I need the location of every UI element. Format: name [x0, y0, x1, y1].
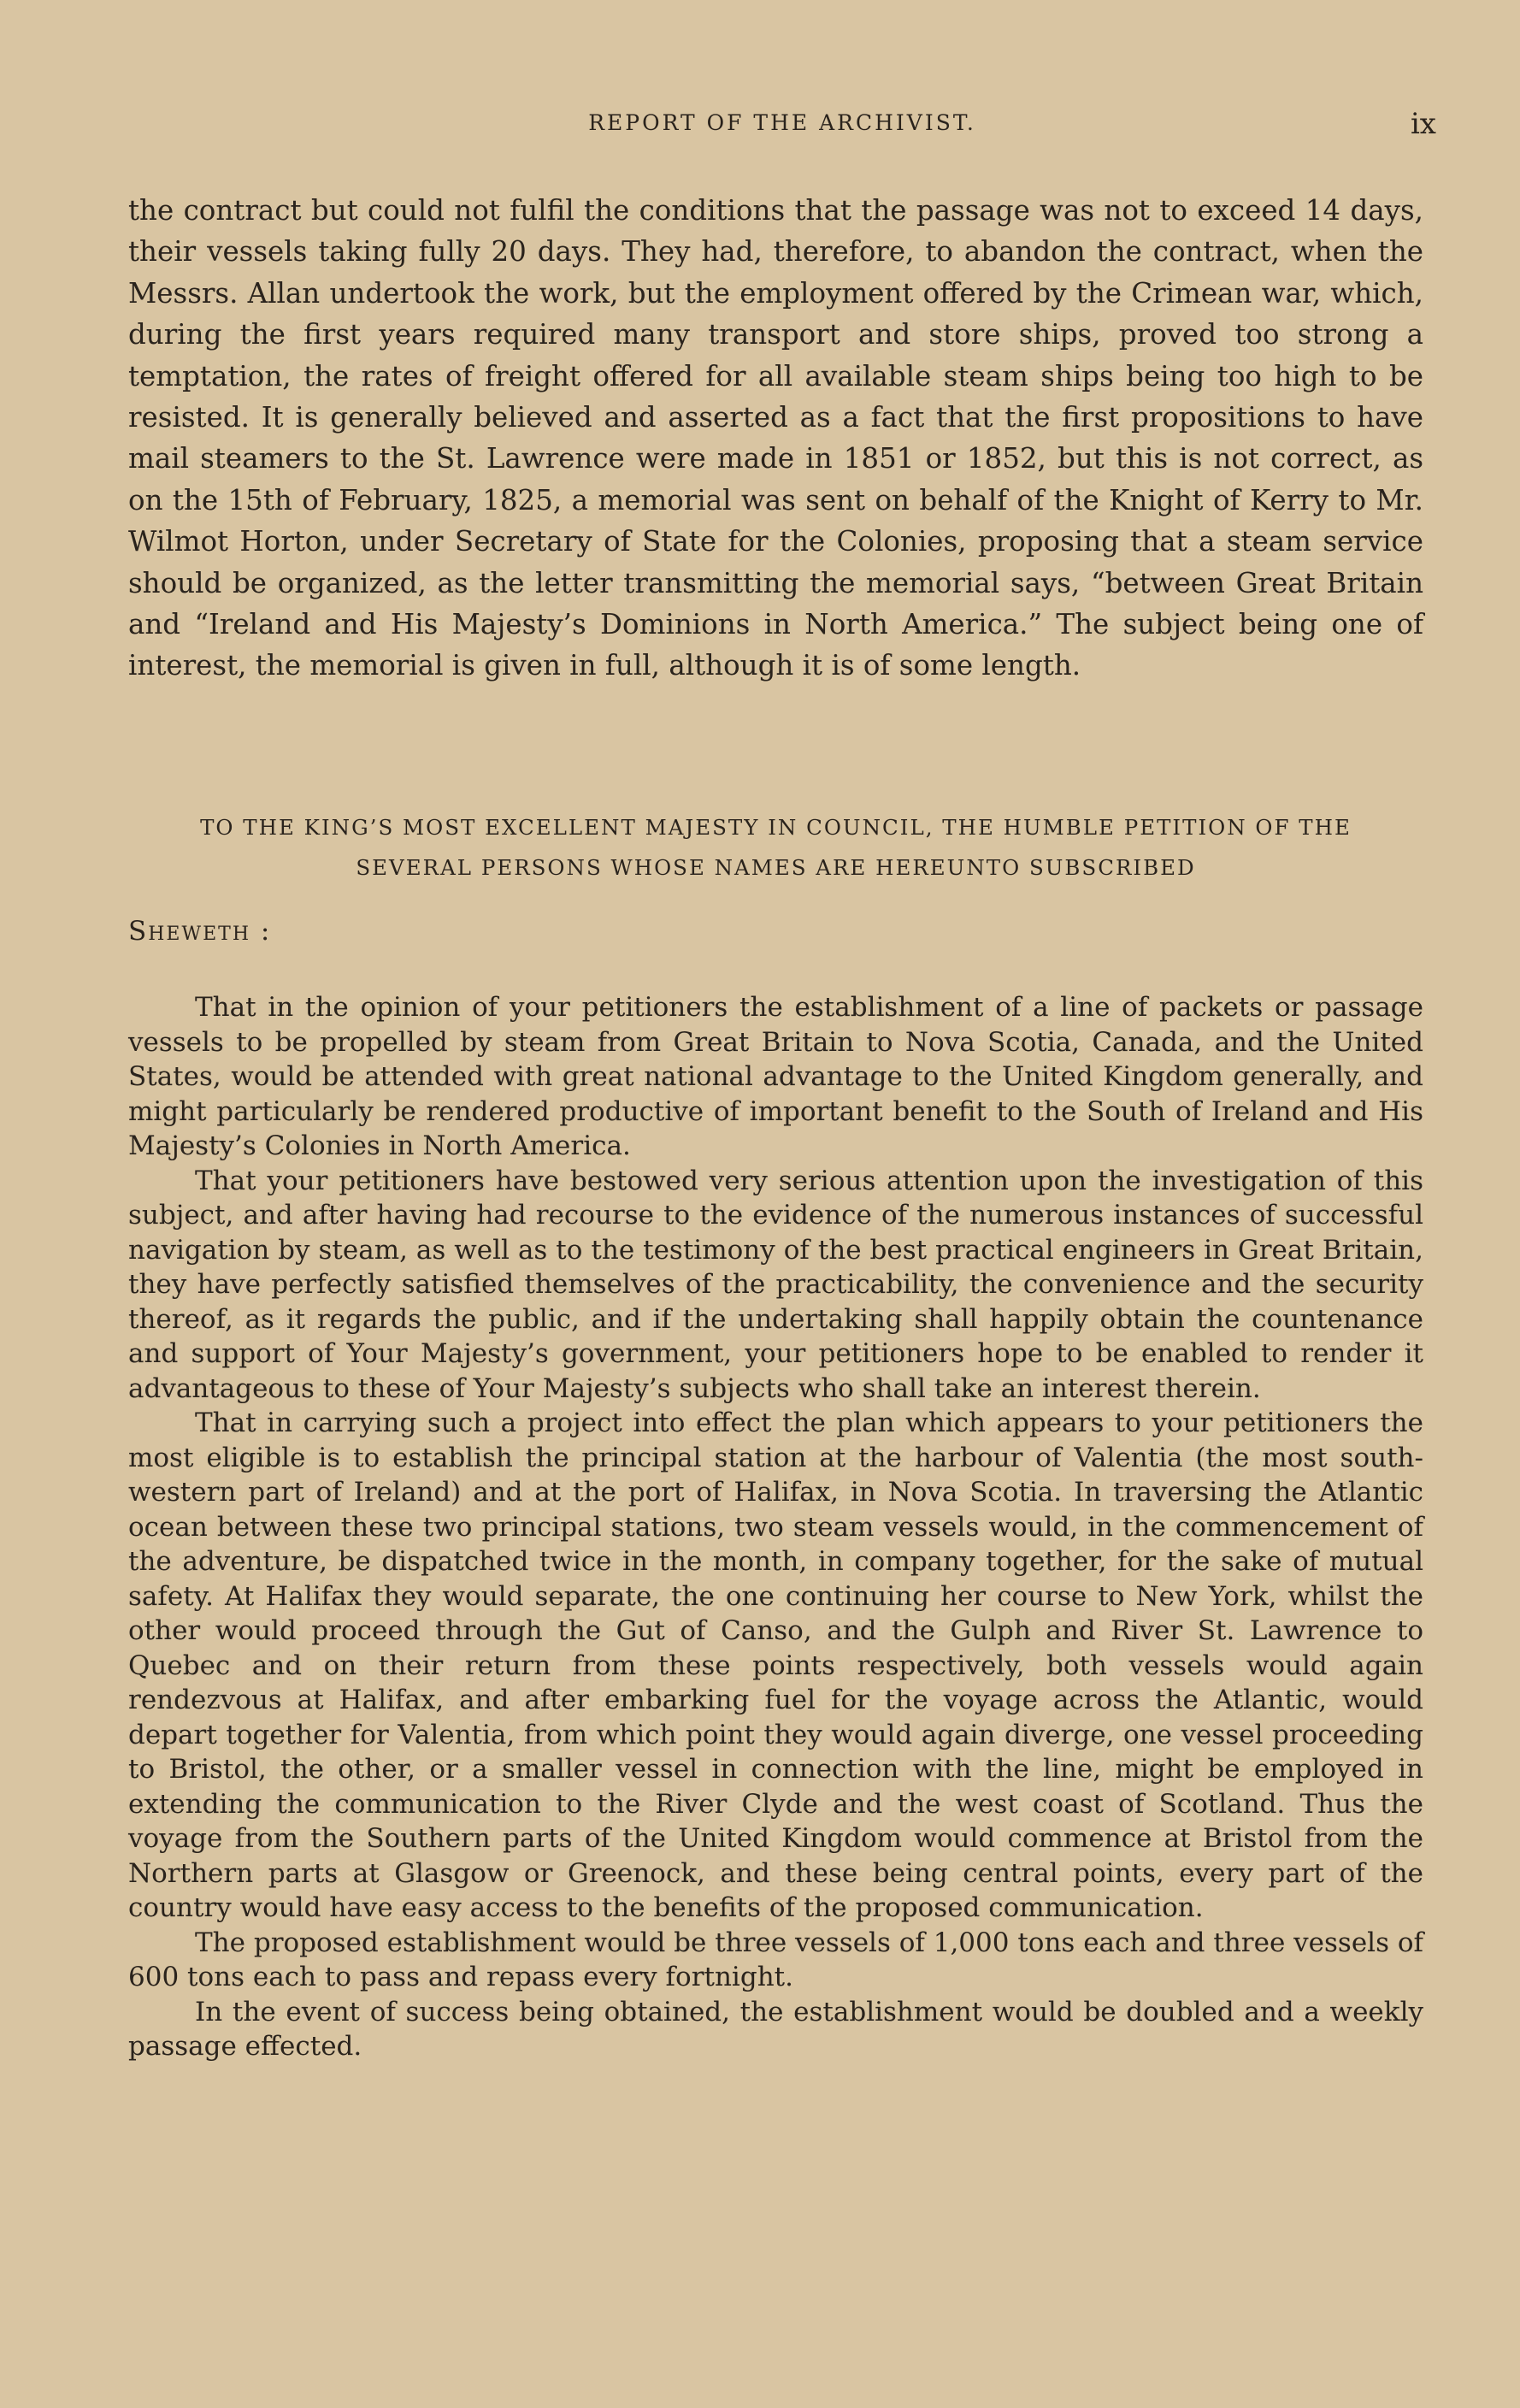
- petition-paragraph: That your petitioners have bestowed very serious attention upon the investigation of this subject, and after having had recourse to the evidence of the numerous instances of successful navigation by steam, as well as to the testimony of the best practical engineers in Great Britain, they have perfectly satisfied themselves of the practicability, the convenience and the security thereof, as it regards the public, and if the undertaking shall happily obtain the countenance and support of Your Majesty’s government, your petitioners hope to be enabled to render it advantageous to these of Your Majesty’s subjects who shall take an interest therein.: [128, 1165, 1423, 1404]
- petition-paragraph: That in the opinion of your petitioners the establishment of a line of packets or passage vessels to be propelled by steam from Great Britain to Nova Scotia, Canada, and the United States, would be attended with great national advantage to the United Kingdom generally, and might particularly be rendered productive of important benefit to the South of Ireland and His Majesty’s Colonies in North America.: [128, 992, 1423, 1161]
- intro-paragraph: the contract but could not fulfil the conditions that the passage was not to exceed 14 days, their vessels taking fully 20 days. They had, therefore, to abandon the contract, when the Messrs. Allan undertook the work, but the employment offered by the Crimean war, which, during the first years required many transport and store ships, proved too strong a temptation, the rates of freight offered for all available steam ships being too high to be resisted. It is generally believed and asserted as a fact that the first propositions to have mail steamers to the St. Lawrence were made in 1851 or 1852, but this is not correct, as on the 15th of February, 1825, a memorial was sent on behalf of the Knight of Kerry to Mr. Wilmot Horton, under Secretary of State for the Colonies, proposing that a steam service should be organized, as the letter transmitting the memorial says, “between Great Britain and “Ireland and His Majesty’s Dominions in North America.” The subject being one of interest, the memorial is given in full, although it is of some length.: [128, 194, 1423, 682]
- petition-heading-line-1: TO THE KING’S MOST EXCELLENT MAJESTY IN COUNCIL, THE HUMBLE PETITION OF THE: [200, 815, 1352, 840]
- petition-paragraph: The proposed establishment would be three vessels of 1,000 tons each and three vessels of 600 tons each to pass and repass every fortnight.: [128, 1927, 1423, 1992]
- running-title: REPORT OF THE ARCHIVIST.: [588, 110, 976, 135]
- intro-text: [128, 190, 1423, 687]
- petition-heading-line-2: SEVERAL PERSONS WHOSE NAMES ARE HEREUNTO SUBSCRIBED: [356, 855, 1196, 880]
- petition-body: [128, 990, 1423, 2064]
- page-number: ix: [1410, 107, 1436, 141]
- petition-paragraph: In the event of success being obtained, the establishment would be doubled and a weekly passage effected.: [128, 1996, 1423, 2062]
- petition-salutation: Sheweth :: [128, 916, 272, 947]
- petition-heading: [128, 807, 1423, 888]
- running-head: [128, 107, 1436, 141]
- petition-paragraph: That in carrying such a project into effect the plan which appears to your petitioners the most eligible is to establish the principal station at the harbour of Valentia (the most south-western part of Ireland) and at the port of Halifax, in Nova Scotia. In traversing the Atlantic ocean between these two principal stations, two steam vessels would, in the commencement of the adventure, be dispatched twice in the month, in company together, for the sake of mutual safety. At Halifax they would separate, the one continuing her course to New York, whilst the other would proceed through the Gut of Canso, and the Gulph and River St. Lawrence to Quebec and on their return from these points respectively, both vessels would again rendezvous at Halifax, and after embarking fuel for the voyage across the Atlantic, would depart together for Valentia, from which point they would again diverge, one vessel proceeding to Bristol, the other, or a smaller vessel in connection with the line, might be employed in extending the communication to the River Clyde and the west coast of Scotland. Thus the voyage from the Southern parts of the United Kingdom would commence at Bristol from the Northern parts at Glasgow or Greenock, and these being central points, every part of the country would have easy access to the benefits of the proposed communication.: [128, 1408, 1423, 1923]
